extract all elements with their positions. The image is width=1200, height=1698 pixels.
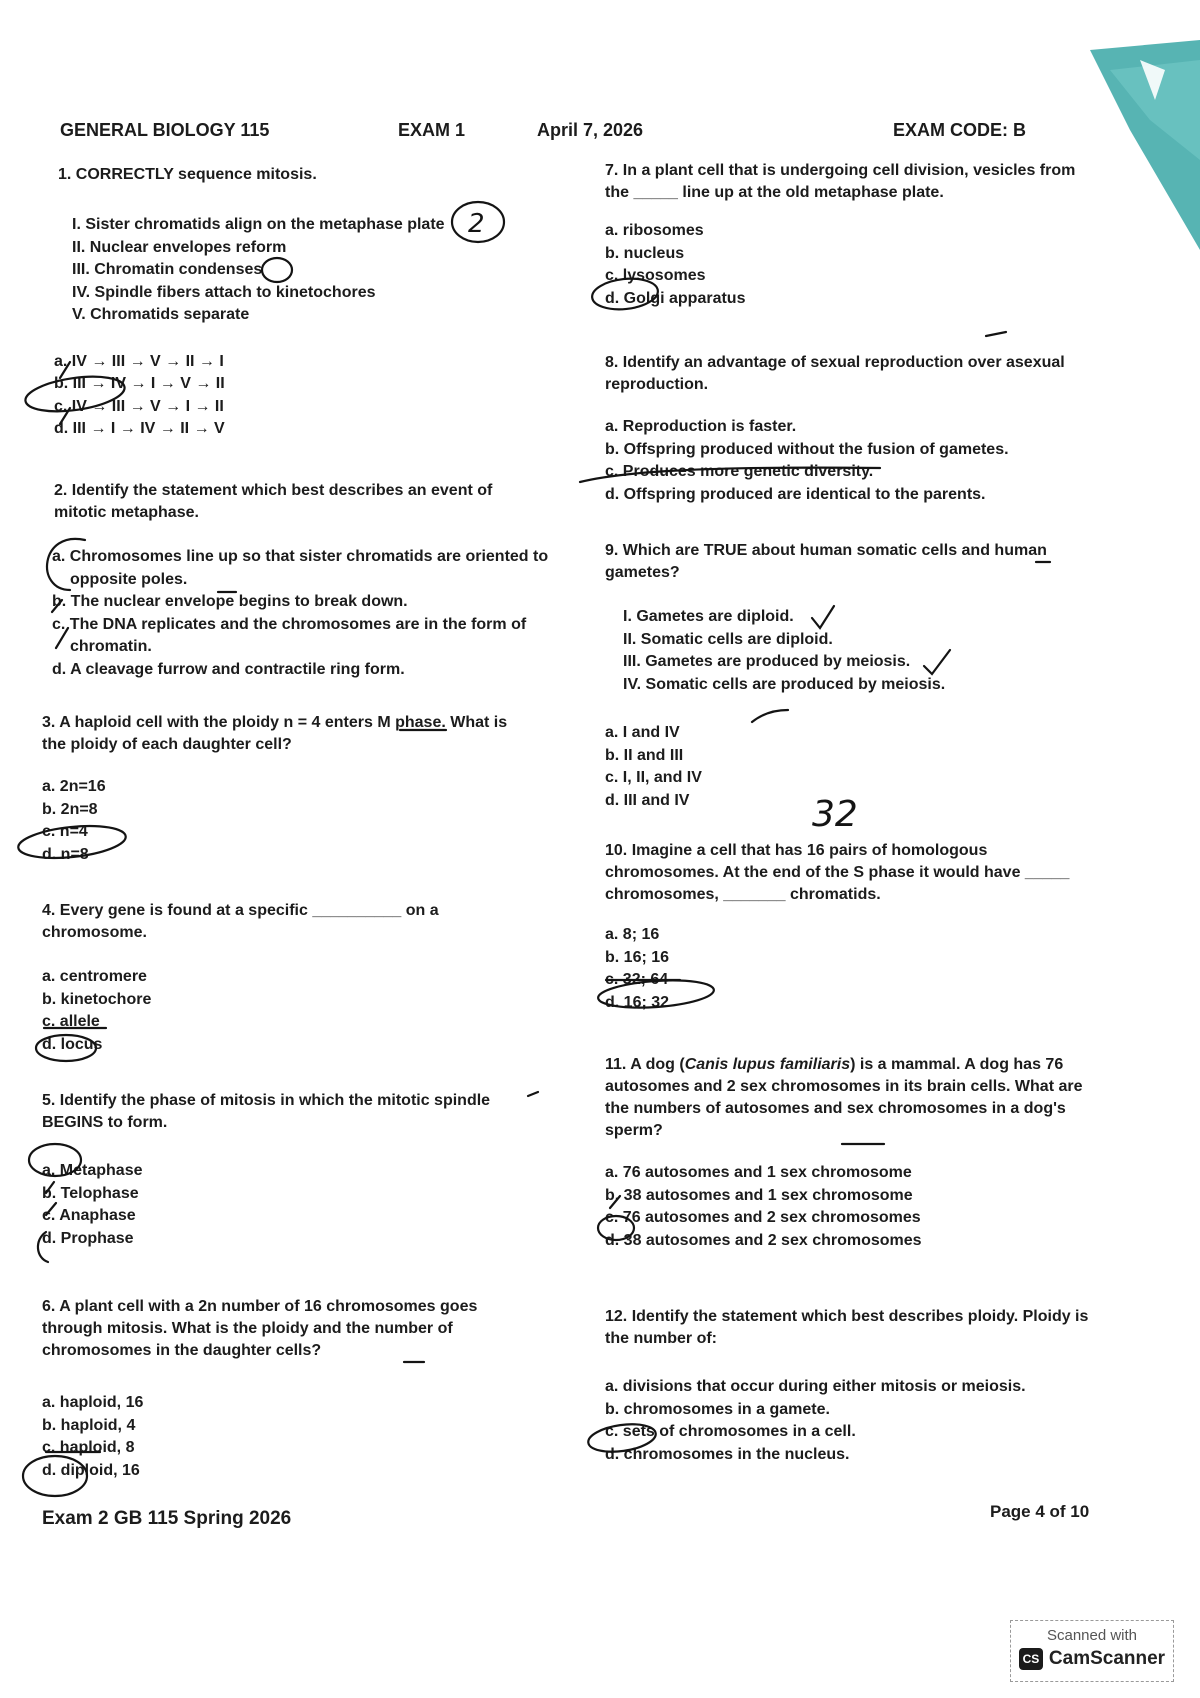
exam-date: April 7, 2026 [537,120,644,140]
option-list [605,924,1105,1014]
question-stem: 4. Every gene is found at a specific __________ on a chromosome. [42,902,439,941]
option-c[interactable]: c. sets of chromosomes in a cell. [605,1423,856,1440]
question-stem: 8. Identify an advantage of sexual reproduction over asexual reproduction. [605,354,1065,393]
question-stem: 10. Imagine a cell that has 16 pairs of homologous chromosomes. At the end of the S phase it would have _____ chromosomes, _______ chromatids. [605,842,1070,903]
q7-dash [986,332,1006,336]
option-c[interactable]: c. IV → III → V → I → II [54,397,224,415]
option-d[interactable]: d. locus [42,1035,103,1053]
option-b[interactable]: b. haploid, 4 [42,1416,136,1434]
option-c[interactable]: c. allele [42,1013,100,1030]
statement: V. Chromatids separate [72,306,250,323]
question-stem: 3. A haploid cell with the ploidy n = 4 enters M phase. What is the ploidy of each daughter cell? [42,714,508,753]
option-d[interactable]: d. n=8 [42,845,89,863]
option-a[interactable]: a. centromere [42,968,147,985]
option-a[interactable]: a. IV → III → V → II → I [54,352,224,370]
option-c[interactable]: c. Anaphase [42,1207,136,1224]
scanner-watermark [1010,1620,1174,1682]
option-a[interactable]: a. haploid, 16 [42,1394,144,1411]
question-2 [42,480,562,681]
question-7 [605,160,1105,310]
question-1 [42,164,562,441]
option-d[interactable]: d. III → I → IV → II → V [54,420,225,437]
exam-code: EXAM CODE: B [893,120,1027,140]
option-c[interactable]: c. n=4 [42,823,88,840]
option-d[interactable]: d. 16; 32 [605,993,670,1011]
option-c[interactable]: c. Produces more genetic diversity. [605,463,874,480]
question-stem: 12. Identify the statement which best describes ploidy. Ploidy is the number of: [605,1308,1089,1347]
option-b[interactable]: b. 38 autosomes and 1 sex chromosome [605,1186,913,1204]
option-d[interactable]: d. Offspring produced are identical to the parents. [605,485,986,503]
question-stem: 11. A dog (Canis lupus familiaris) is a mammal. A dog has 76 autosomes and 2 sex chromosomes in its brain cells. What are the numbers of autosomes and sex chromosomes in a dog's sperm? [605,1056,1083,1139]
question-stem: 6. A plant cell with a 2n number of 16 chromosomes goes through mitosis. What is the ploidy and the number of chromosomes in the daughter cells? [42,1298,478,1359]
option-d[interactable]: d. III and IV [605,791,690,809]
statement: IV. Somatic cells are produced by meiosis. [623,675,946,693]
q1-handwritten-number: 2 [468,209,485,239]
option-a[interactable]: a. ribosomes [605,222,704,239]
question-6 [42,1296,562,1482]
statement: II. Somatic cells are diploid. [623,630,833,648]
question-stem: 7. In a plant cell that is undergoing cell division, vesicles from the _____ line up at the old metaphase plate. [605,162,1076,201]
option-b[interactable]: b. 2n=8 [42,800,98,818]
option-d[interactable]: d. Prophase [42,1229,134,1247]
species-name: Canis lupus familiaris [684,1056,851,1073]
option-list [605,416,1105,506]
question-stem: 5. Identify the phase of mitosis in which the mitotic spindle BEGINS to form. [42,1092,491,1131]
statement-list [605,606,1105,696]
option-b[interactable]: b. kinetochore [42,990,152,1008]
statement: IV. Spindle fibers attach to kinetochores [72,283,376,301]
option-list [42,1160,562,1250]
option-list [605,1162,1105,1252]
option-d[interactable]: d. A cleavage furrow and contractile ring form. [52,660,405,678]
statement-list [42,214,562,327]
option-b[interactable]: b. Offspring produced without the fusion of gametes. [605,440,1009,458]
option-b[interactable]: b. The nuclear envelope begins to break down. [52,593,408,610]
question-12 [605,1306,1105,1466]
option-list [605,220,1105,310]
option-a[interactable]: a. 2n=16 [42,778,106,795]
option-b[interactable]: b. III → IV → I → V → II [54,375,225,392]
option-b[interactable]: b. Telophase [42,1184,139,1202]
option-b[interactable]: b. 16; 16 [605,948,670,966]
question-11 [605,1054,1105,1252]
statement: II. Nuclear envelopes reform [72,238,287,256]
question-stem: 9. Which are TRUE about human somatic cells and human gametes? [605,542,1047,581]
exam-label: EXAM 1 [398,120,466,140]
option-list [42,966,562,1056]
scanner-brand [1019,1648,1165,1670]
footer-exam-label: Exam 2 GB 115 Spring 2026 [42,1508,292,1529]
option-b[interactable]: b. II and III [605,746,684,764]
footer-page-number: Page 4 of 10 [990,1502,1090,1521]
option-list [605,722,1105,812]
option-a[interactable]: a. 8; 16 [605,926,660,943]
option-a[interactable]: a. Chromosomes line up so that sister chromatids are oriented to opposite poles. [52,548,549,588]
option-c[interactable]: c. The DNA replicates and the chromosomes are in the form of chromatin. [52,615,527,655]
question-stem: 2. Identify the statement which best describes an event of mitotic metaphase. [54,482,493,521]
option-list [42,351,562,441]
option-a[interactable]: a. Metaphase [42,1162,143,1179]
option-c[interactable]: c. haploid, 8 [42,1439,135,1456]
option-c[interactable]: c. lysosomes [605,267,706,284]
scanner-line: Scanned with [1046,1627,1138,1644]
exam-header [60,120,1060,150]
question-5 [42,1090,562,1250]
option-a[interactable]: a. Reproduction is faster. [605,418,797,435]
question-8 [605,352,1105,506]
question-stem: 1. CORRECTLY sequence mitosis. [58,166,317,183]
option-list [42,776,562,866]
option-list [42,1392,562,1482]
q9-handwritten-score: 32 [812,794,858,835]
camscanner-icon: CS [1019,1648,1043,1670]
question-10 [605,840,1105,1014]
option-c[interactable]: c. 32; 64 [605,971,669,988]
question-4 [42,900,562,1056]
option-list [42,546,557,681]
option-a[interactable]: a. I and IV [605,724,680,741]
option-d[interactable]: d. 38 autosomes and 2 sex chromosomes [605,1231,922,1249]
option-b[interactable]: b. nucleus [605,244,685,262]
course-title: GENERAL BIOLOGY 115 [60,120,270,140]
question-3 [42,712,562,866]
statement: III. Gametes are produced by meiosis. [623,653,911,670]
option-list [605,1376,1105,1466]
option-d[interactable]: d. Golgi apparatus [605,289,746,307]
option-c[interactable]: c. 76 autosomes and 2 sex chromosomes [605,1209,921,1226]
option-a[interactable]: a. 76 autosomes and 1 sex chromosome [605,1164,912,1181]
statement: I. Sister chromatids align on the metaphase plate [72,216,445,233]
option-a[interactable]: a. divisions that occur during either mitosis or meiosis. [605,1378,1026,1395]
statement: III. Chromatin condenses [72,261,263,278]
option-c[interactable]: c. I, II, and IV [605,769,702,786]
option-d[interactable]: d. diploid, 16 [42,1461,140,1479]
option-b[interactable]: b. chromosomes in a gamete. [605,1400,830,1418]
option-d[interactable]: d. chromosomes in the nucleus. [605,1445,850,1463]
question-9 [605,540,1105,812]
scanner-brand-name: CamScanner [1048,1648,1166,1669]
statement: I. Gametes are diploid. [623,608,794,625]
